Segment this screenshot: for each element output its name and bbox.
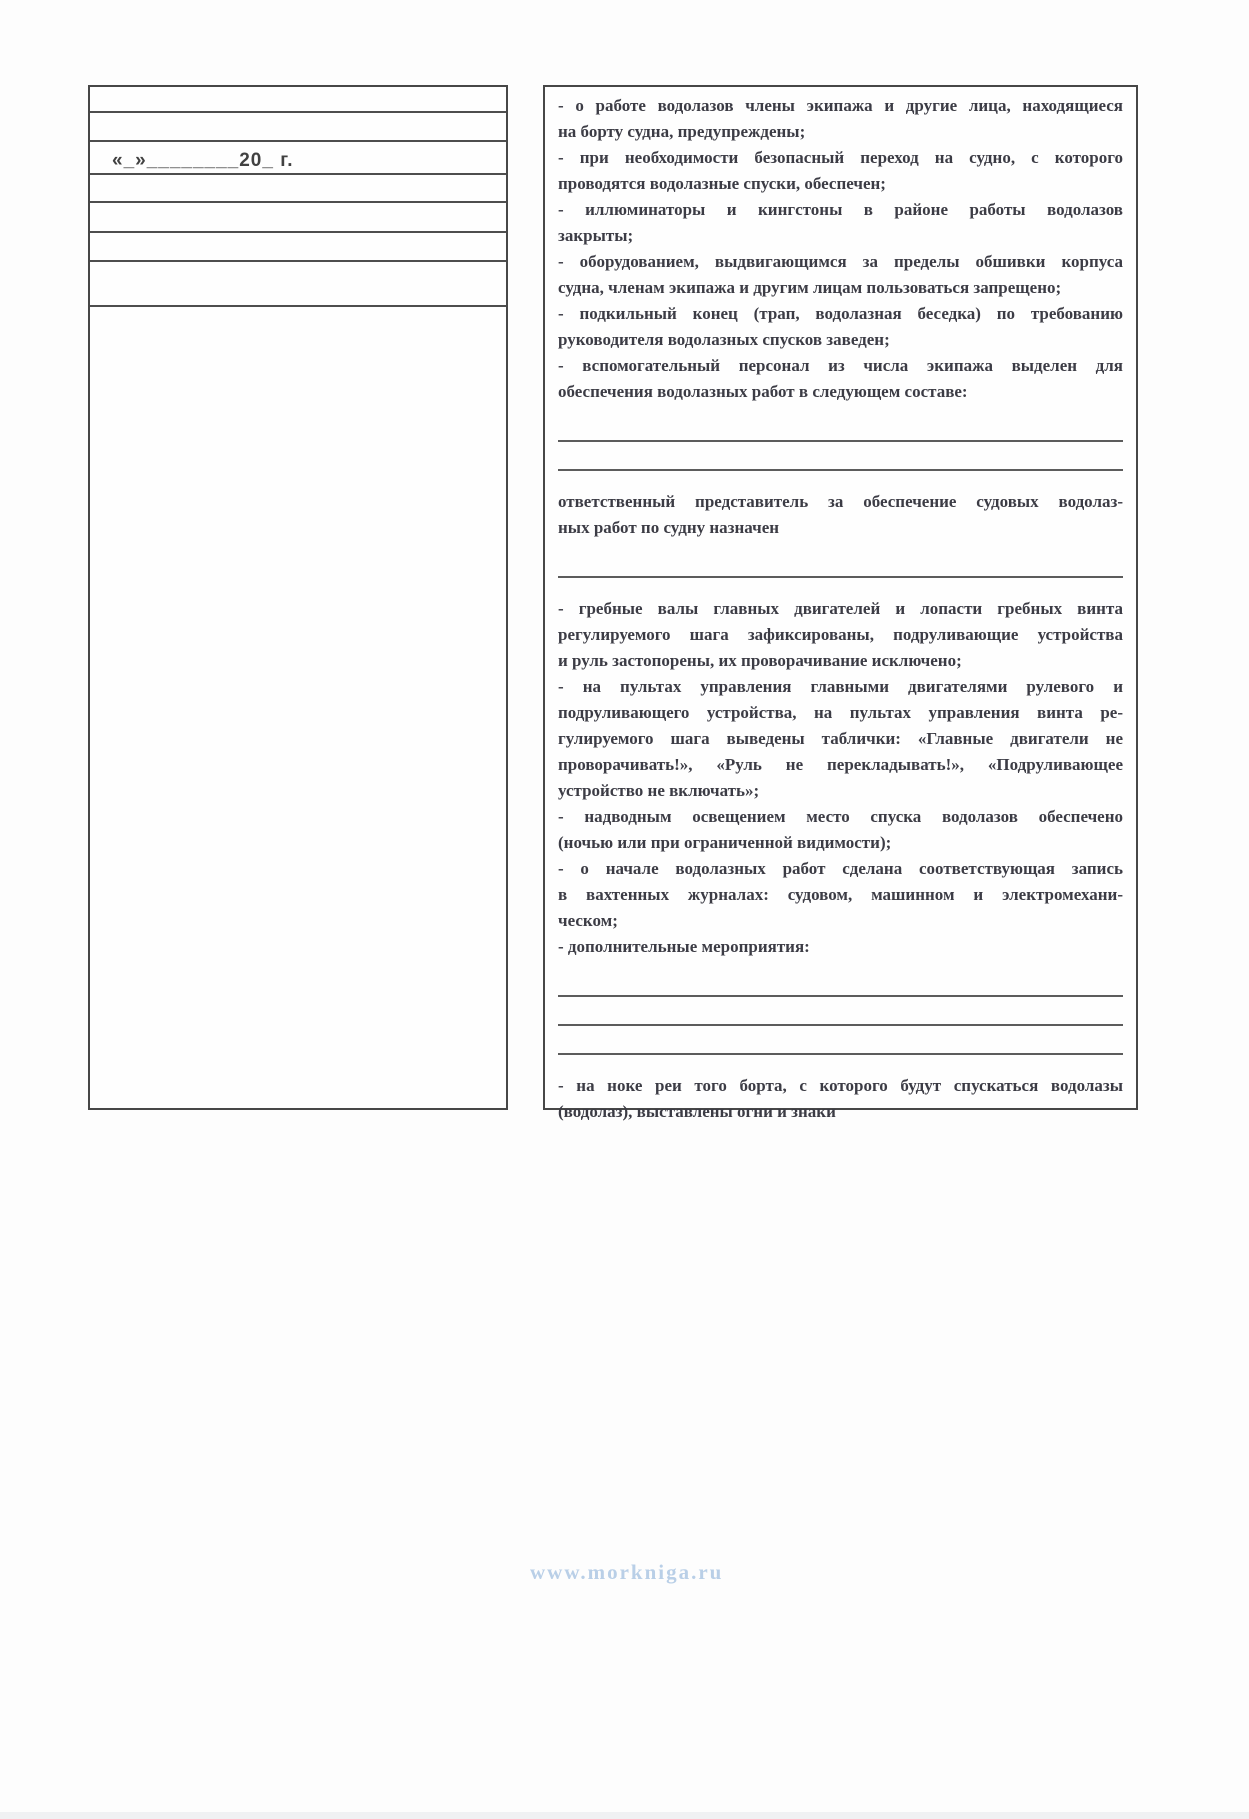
text-line: ответственный представитель за обеспечение судовых водолаз- [558, 492, 1123, 511]
text-line: ных работ по судну назначен [558, 518, 780, 537]
text-line: - на пультах управления главными двигателями рулевого и [558, 677, 1123, 696]
conditions-text-box [543, 85, 1138, 1121]
text-line: подруливающего устройства, на пультах управления винта ре- [558, 703, 1123, 722]
text-line: (ночью или при ограниченной видимости); [558, 833, 892, 852]
text-line: на борту судна, предупреждены; [558, 122, 806, 141]
text-line: ческом; [558, 911, 618, 930]
table-row-blank [90, 203, 506, 233]
table-row-blank [90, 87, 506, 113]
text-line: - иллюминаторы и кингстоны в районе работы водолазов [558, 200, 1123, 219]
paragraph [558, 856, 1123, 934]
text-line: - подкильный конец (трап, водолазная беседка) по требованию [558, 304, 1123, 323]
table-row-blank [90, 113, 506, 142]
text-line: - вспомогательный персонал из числа экипажа выделен для [558, 356, 1123, 375]
text-line: проворачивать!», «Руль не перекладывать!», «Подруливающее [558, 755, 1123, 774]
paragraph [558, 1073, 1123, 1125]
fill-in-lines-group [558, 549, 1123, 578]
text-line: гулируемого шага выведены таблички: «Главные двигатели не [558, 729, 1123, 748]
text-line: руководителя водолазных спусков заведен; [558, 330, 890, 349]
table-row-blank [90, 233, 506, 262]
paragraph [558, 674, 1123, 804]
fill-in-lines-group [558, 413, 1123, 471]
text-line: - гребные валы главных двигателей и лопасти гребных винта [558, 599, 1123, 618]
text-line: - о работе водолазов члены экипажа и другие лица, находящиеся [558, 96, 1123, 115]
text-line: в вахтенных журналах: судовом, машинном и электромехани- [558, 885, 1123, 904]
text-line: устройство не включать»; [558, 781, 760, 800]
fill-in-line [558, 413, 1123, 442]
date-row [90, 142, 506, 175]
watermark-text: www.morkniga.ru [530, 1560, 724, 1584]
text-line: - при необходимости безопасный переход на судно, с которого [558, 148, 1123, 167]
text-line: судна, членам экипажа и другим лицам пользоваться запрещено; [558, 278, 1062, 297]
paragraph [558, 804, 1123, 856]
page-bottom-strip [0, 1812, 1249, 1819]
paragraph [558, 249, 1123, 301]
paragraph [558, 596, 1123, 674]
fill-in-line [558, 442, 1123, 471]
text-line: и руль застопорены, их проворачивание исключено; [558, 651, 962, 670]
table-row-blank [90, 262, 506, 307]
text-line: - дополнительные мероприятия: [558, 937, 810, 956]
paragraph [558, 489, 1123, 541]
fill-in-line [558, 1026, 1123, 1055]
paragraph [558, 93, 1123, 145]
text-line: проводятся водолазные спуски, обеспечен; [558, 174, 886, 193]
fill-in-line [558, 968, 1123, 997]
table-row-blank [90, 175, 506, 203]
text-line: - на ноке реи того борта, с которого будут спускаться водолазы [558, 1076, 1123, 1095]
fill-in-lines-group [558, 968, 1123, 1055]
paragraph [558, 934, 1123, 960]
left-table [88, 85, 508, 1110]
date-placeholder-text: «_»________20_ г. [112, 150, 294, 171]
paragraph [558, 197, 1123, 249]
fill-in-line [558, 549, 1123, 578]
paragraph [558, 145, 1123, 197]
text-line: - о начале водолазных работ сделана соответствующая запись [558, 859, 1123, 878]
text-line: закрыты; [558, 226, 634, 245]
paragraph [558, 353, 1123, 405]
paragraph [558, 301, 1123, 353]
text-line: (водолаз), выставлены огни и знаки [558, 1102, 836, 1121]
fill-in-line [558, 997, 1123, 1026]
text-line: регулируемого шага зафиксированы, подруливающие устройства [558, 625, 1123, 644]
text-line: - оборудованием, выдвигающимся за пределы обшивки корпуса [558, 252, 1123, 271]
text-line: обеспечения водолазных работ в следующем составе: [558, 382, 968, 401]
text-line: - надводным освещением место спуска водолазов обеспечено [558, 807, 1123, 826]
